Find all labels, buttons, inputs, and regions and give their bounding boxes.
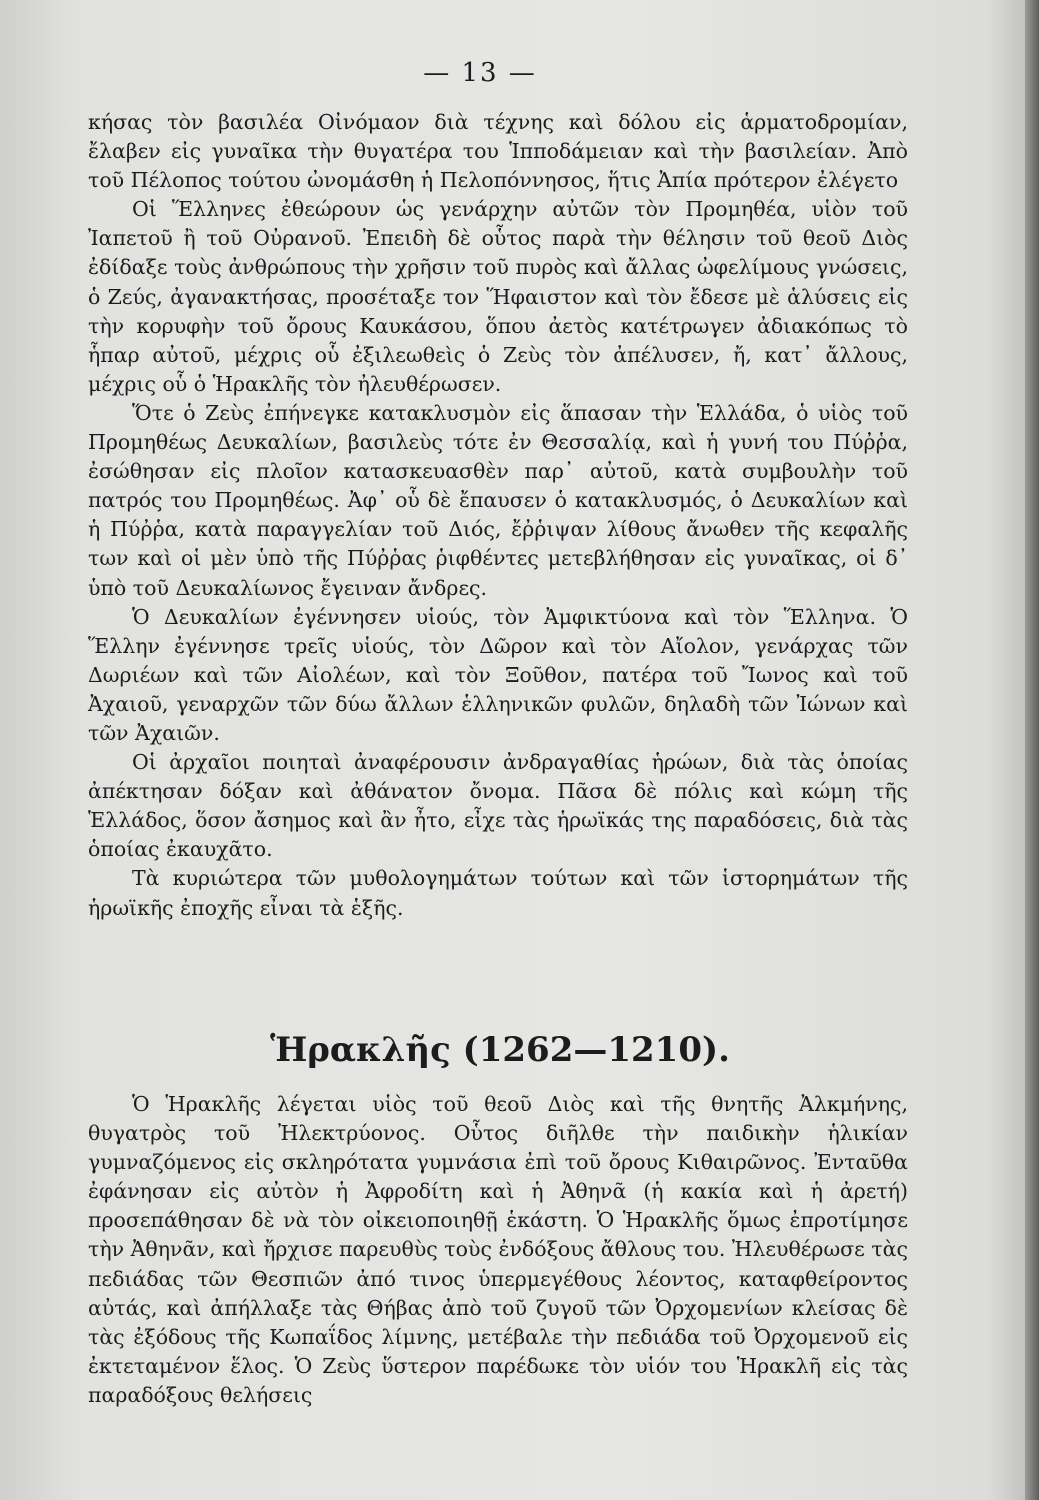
section-title: Ἡρακλῆς (1262—1210).	[270, 1030, 730, 1070]
page-number: — 13 —	[423, 58, 537, 88]
paragraph: κήσας τὸν βασιλέα Οἰνόμαον διὰ τέχνης καὶ δόλου εἰς ἁρματοδρομίαν, ἔλαβεν εἰς γυναῖκα τὴν θυγατέρα του Ἱπποδάμειαν καὶ τὴν βασιλείαν. Ἀπὸ τοῦ Πέλοπος τούτου ὠνομάσθη ἡ Πελοπόννησος, ἥτις Ἀπία πρότερον ἐλέγετο	[88, 110, 908, 193]
paragraph: Οἱ ἀρχαῖοι ποιηταὶ ἀναφέρουσιν ἀνδραγαθίας ἡρώων, διὰ τὰς ὁποίας ἀπέκτησαν δόξαν καὶ ἀθάνατον ὄνομα. Πᾶσα δὲ πόλις καὶ κώμη τῆς Ἑλλάδος, ὅσον ἄσημος καὶ ἂν ἦτο, εἶχε τὰς ἡρωϊκάς της παραδόσεις, διὰ τὰς ὁποίας ἐκαυχᾶτο.	[88, 750, 908, 862]
body-text-bottom	[88, 1090, 908, 1410]
paragraph: Τὰ κυριώτερα τῶν μυθολογημάτων τούτων καὶ τῶν ἱστορημάτων τῆς ἡρωϊκῆς ἐποχῆς εἶναι τὰ ἑξῆς.	[88, 866, 908, 920]
paragraph: Οἱ Ἕλληνες ἐθεώρουν ὡς γενάρχην αὐτῶν τὸν Προμηθέα, υἱὸν τοῦ Ἰαπετοῦ ἢ τοῦ Οὐρανοῦ. Ἐπειδὴ δὲ οὗτος παρὰ τὴν θέλησιν τοῦ θεοῦ Διὸς ἐδίδαξε τοὺς ἀνθρώπους τὴν χρῆσιν τοῦ πυρὸς καὶ ἄλλας ὠφελίμους γνώσεις, ὁ Ζεύς, ἀγανακτήσας, προσέταξε τον Ἥφαιστον καὶ τὸν ἔδεσε μὲ ἁλύσεις εἰς τὴν κορυφὴν τοῦ ὄρους Καυκάσου, ὅπου ἀετὸς κατέτρωγεν ἀδιακόπως τὸ ἧπαρ αὐτοῦ, μέχρις οὗ ἐξιλεωθεὶς ὁ Ζεὺς τὸν ἀπέλυσεν, ἤ, κατ᾽ ἄλλους, μέχρις οὗ ὁ Ἡρακλῆς τὸν ἠλευθέρωσεν.	[88, 197, 908, 396]
paragraph: Ὁ Δευκαλίων ἐγέννησεν υἱούς, τὸν Ἀμφικτύονα καὶ τὸν Ἕλληνα. Ὁ Ἕλλην ἐγέννησε τρεῖς υἱούς, τὸν Δῶρον καὶ τὸν Αἴολον, γενάρχας τῶν Δωριέων καὶ τῶν Αἰολέων, καὶ τὸν Ξοῦθον, πατέρα τοῦ Ἴωνος καὶ τοῦ Ἀχαιοῦ, γεναρχῶν τῶν δύω ἄλλων ἑλληνικῶν φυλῶν, δηλαδὴ τῶν Ἰώνων καὶ τῶν Ἀχαιῶν.	[88, 604, 908, 745]
body-text-top	[88, 108, 908, 923]
paragraph: Ὅτε ὁ Ζεὺς ἐπήνεγκε κατακλυσμὸν εἰς ἅπασαν τὴν Ἑλλάδα, ὁ υἱὸς τοῦ Προμηθέως Δευκαλίων, βασιλεὺς τότε ἐν Θεσσαλίᾳ, καὶ ἡ γυνή του Πύῤῥα, ἐσώθησαν εἰς πλοῖον κατασκευασθὲν παρ᾽ αὐτοῦ, κατὰ συμβουλὴν τοῦ πατρός του Προμηθέως. Ἀφ᾽ οὗ δὲ ἔπαυσεν ὁ κατακλυσμός, ὁ Δευκαλίων καὶ ἡ Πύῤῥα, κατὰ παραγγελίαν τοῦ Διός, ἔῤῥιψαν λίθους ἄνωθεν τῆς κεφαλῆς των καὶ οἱ μὲν ὑπὸ τῆς Πύῤῥας ῥιφθέντες μετεβλήθησαν εἰς γυναῖκας, οἱ δ᾽ ὑπὸ τοῦ Δευκαλίωνος ἔγειναν ἄνδρες.	[88, 400, 908, 600]
page-edge-shadow	[1025, 0, 1039, 1500]
paragraph: Ὁ Ἡρακλῆς λέγεται υἱὸς τοῦ θεοῦ Διὸς καὶ τῆς θνητῆς Ἀλκμήνης, θυγατρὸς τοῦ Ἠλεκτρύονος. Οὗτος διῆλθε τὴν παιδικὴν ἡλικίαν γυμναζόμενος εἰς σκληρότατα γυμνάσια ἐπὶ τοῦ ὄρους Κιθαιρῶνος. Ἐνταῦθα ἐφάνησαν εἰς αὐτὸν ἡ Ἀφροδίτη καὶ ἡ Ἀθηνᾶ (ἡ κακία καὶ ἡ ἀρετή) προσεπάθησαν δὲ νὰ τὸν οἰκειοποιηθῇ ἑκάστη. Ὁ Ἡρακλῆς ὅμως ἐπροτίμησε τὴν Ἀθηνᾶν, καὶ ἤρχισε παρευθὺς τοὺς ἐνδόξους ἄθλους του. Ἠλευθέρωσε τὰς πεδιάδας τῶν Θεσπιῶν ἀπό τινος ὑπερμεγέθους λέοντος, καταφθείροντος αὐτάς, καὶ ἀπήλλαξε τὰς Θήβας ἀπὸ τοῦ ζυγοῦ τῶν Ὀρχομενίων κλείσας δὲ τὰς ἐξόδους τῆς Κωπαΐδος λίμνης, μετέβαλε τὴν πεδιάδα τοῦ Ὀρχομενοῦ εἰς ἐκτεταμένον ἕλος. Ὁ Ζεὺς ὕστερον παρέδωκε τὸν υἱόν του Ἡρακλῆ εἰς τὰς παραδόξους θελήσεις	[88, 1092, 908, 1407]
